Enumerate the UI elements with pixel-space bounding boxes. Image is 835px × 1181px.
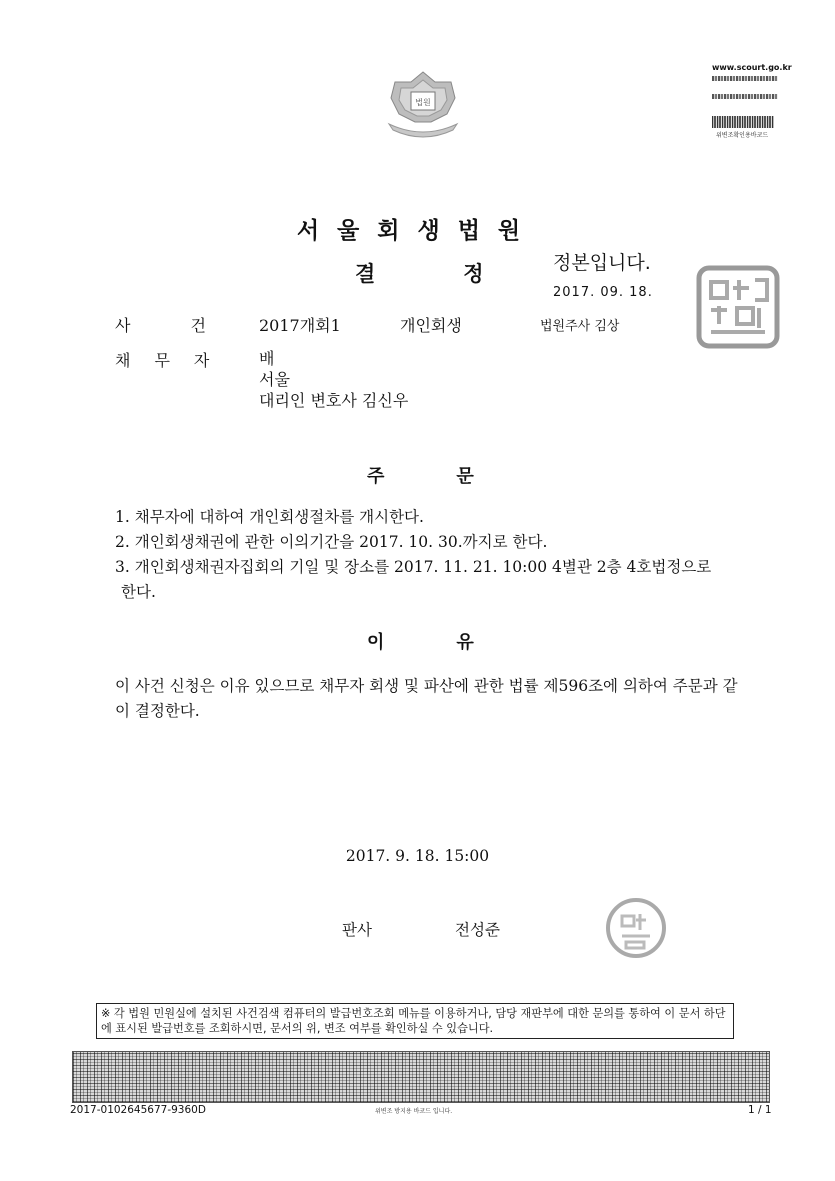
verification-strip — [712, 76, 778, 81]
document-title: 결정 — [355, 261, 572, 286]
case-label: 사건 — [115, 316, 266, 335]
case-type: 개인회생 — [400, 316, 462, 335]
forgery-note: 위변조 방지용 바코드 입니다. — [375, 1108, 453, 1115]
debtor-name: 배 — [259, 349, 275, 368]
court-emblem-icon — [383, 68, 463, 143]
reason-text: 이 사건 신청은 이유 있으므로 채무자 회생 및 파산에 관한 법률 제596조에 의하여 주문과 같이 결정한다. — [115, 677, 738, 720]
reason-heading: 이유 — [367, 632, 546, 653]
order-heading: 주문 — [367, 466, 546, 487]
debtor-info — [259, 348, 408, 411]
signed-date: 2017. 9. 18. 15:00 — [345, 847, 490, 865]
site-url: www.scourt.go.kr — [712, 63, 792, 72]
order-item: 3. 개인회생채권자집회의 기일 및 장소를 2017. 11. 21. 10:00 4별관 2층 4호법정으로 — [115, 558, 712, 576]
debtor-label: 채무자 — [115, 351, 234, 370]
case-number: 2017개회1 — [259, 316, 341, 335]
order-item: 한다. — [121, 583, 156, 601]
debtor-agent: 대리인 변호사 김신우 — [259, 391, 409, 410]
order-item: 1. 채무자에 대하여 개인회생절차를 개시한다. — [115, 508, 424, 526]
verification-barcode — [712, 116, 774, 128]
page-number: 1 / 1 — [748, 1104, 772, 1116]
certified-copy-note: 정본입니다. — [553, 252, 651, 274]
certified-copy-clerk: 법원주사 김상 — [540, 319, 620, 334]
verification-notice: ※ 각 법원 민원실에 설치된 사건검색 컴퓨터의 발급번호조회 메뉴를 이용하거나, 담당 재판부에 대한 문의를 통하여 이 문서 하단에 표시된 발급번호를 조회하시면, 문서의 위, 변조 여부를 확인하실 수 있습니다. — [96, 1003, 734, 1039]
order-item: 2. 개인회생채권에 관한 이의기간을 2017. 10. 30.까지로 한다. — [115, 533, 548, 551]
court-name: 서울회생법원 — [296, 217, 539, 244]
emblem-text: 법원 — [415, 98, 431, 107]
clerk-seal-icon — [693, 262, 783, 352]
barcode-caption: 위변조확인용바코드 — [716, 132, 769, 139]
judge-seal-icon — [604, 896, 668, 960]
debtor-address: 서울 — [259, 370, 290, 389]
judge-label: 판사 — [342, 921, 372, 939]
certified-copy-date: 2017. 09. 18. — [553, 285, 653, 300]
judge-name: 전성준 — [455, 921, 500, 939]
document-number: 2017-0102645677-9360D — [70, 1104, 206, 1116]
anti-forgery-barcode — [72, 1051, 770, 1103]
verification-strip — [712, 94, 778, 99]
order-list — [115, 505, 735, 605]
